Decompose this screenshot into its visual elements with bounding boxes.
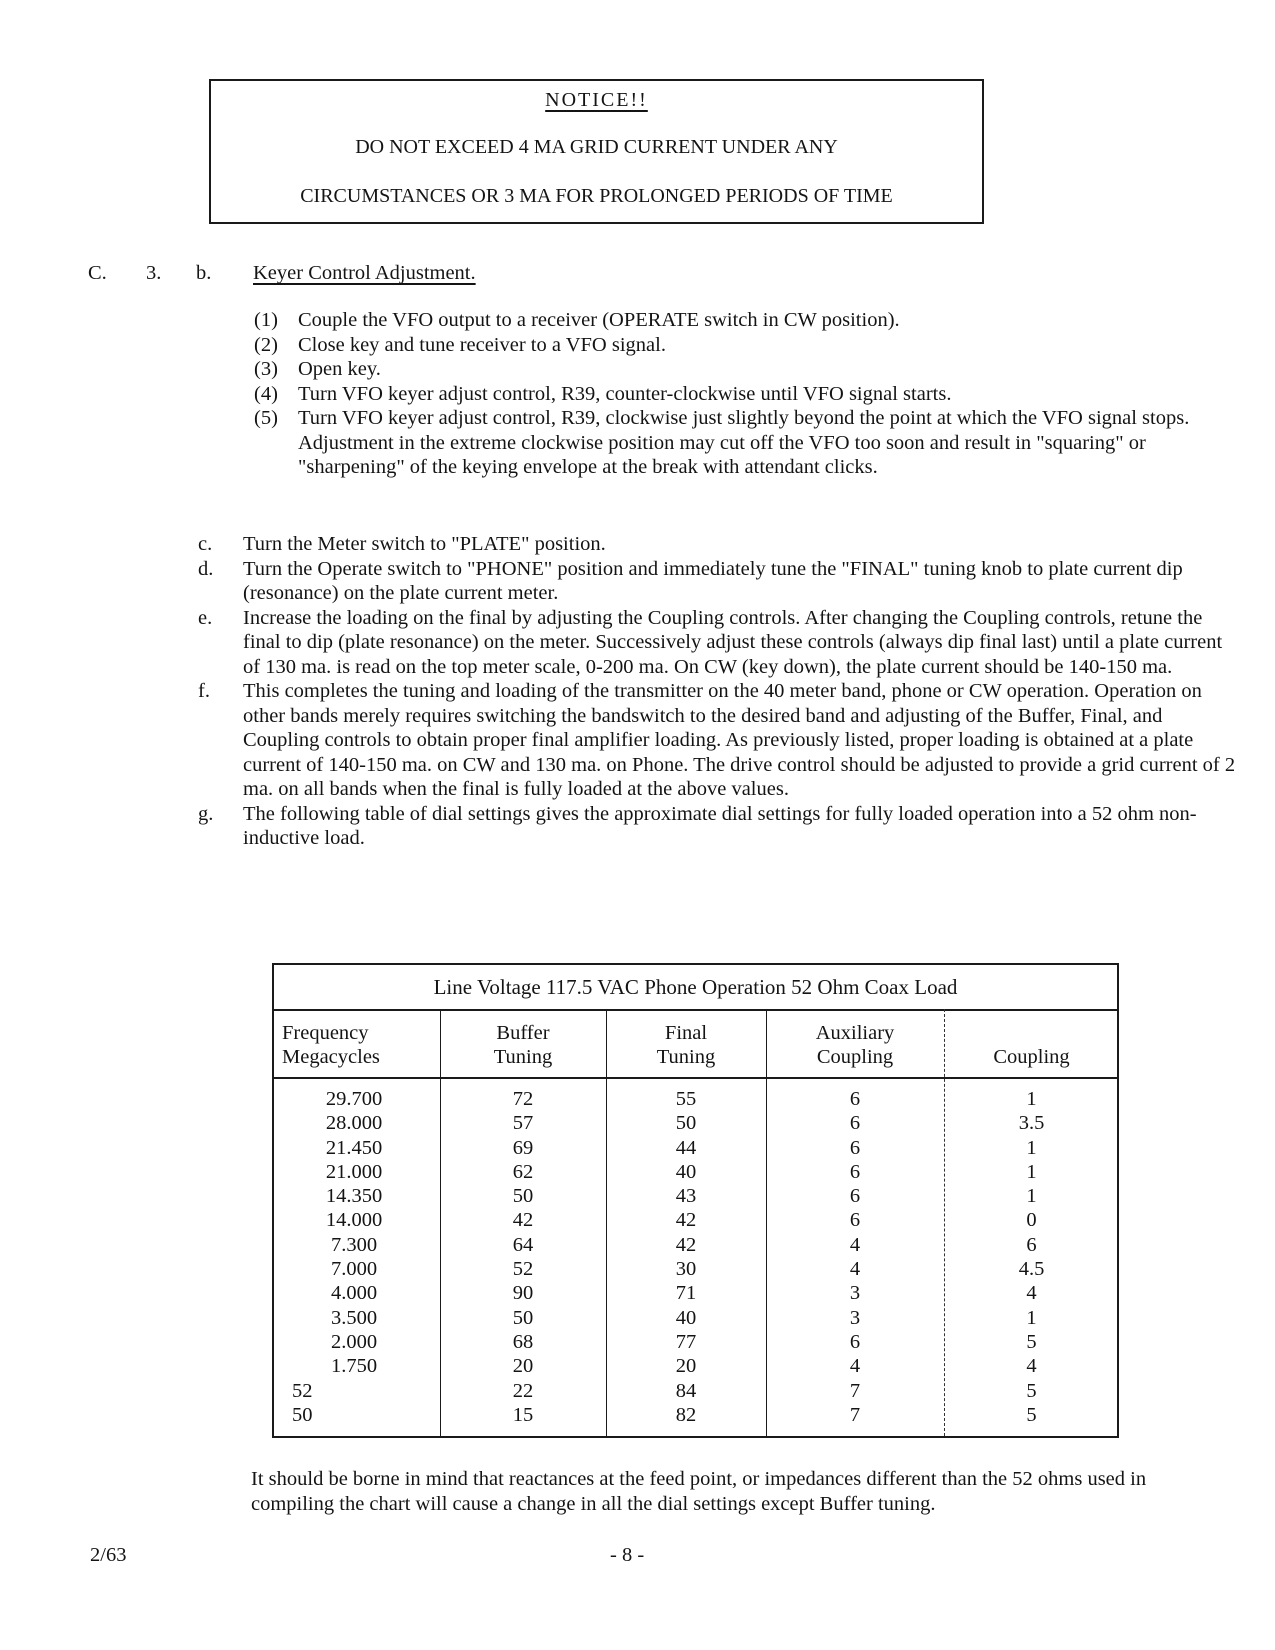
table-cell: 3: [849, 1282, 861, 1305]
table-cell: 6: [849, 1209, 861, 1232]
table-row: [274, 1087, 1117, 1111]
table-cell: 20: [512, 1355, 534, 1378]
table-cell: 43: [675, 1185, 697, 1208]
page-number: - 8 -: [610, 1544, 645, 1566]
table-cell: 72: [512, 1088, 534, 1110]
step-number: (3): [254, 358, 278, 380]
header-line: Megacycles: [282, 1046, 380, 1068]
table-cell: 4: [849, 1355, 861, 1378]
table-cell: 52: [512, 1258, 534, 1281]
item-letter: f.: [198, 680, 210, 702]
header-line: Tuning: [656, 1046, 716, 1068]
table-cell: 42: [512, 1209, 534, 1232]
table-cell: 7: [849, 1403, 861, 1426]
table-cell: 42: [675, 1209, 697, 1232]
table-cell: 14.350: [325, 1185, 383, 1208]
list-item: [198, 606, 1238, 680]
table-row: [274, 1330, 1117, 1354]
table-cell: 50: [292, 1403, 313, 1426]
header-line: Coupling: [816, 1046, 894, 1068]
item-text: This completes the tuning and loading of the transmitter on the 40 meter band, phone or CW operation. Operation on other bands merely requires switching the bandswitch to the desired band and adjusting of the Buffer, Final, and Coupling controls to obtain proper final amplifier loading. As previously listed, proper loading is obtained at a plate current of 140-150 ma. on CW and 130 ma. on Phone. The drive control should be adjusted to provide a grid current of 2 ma. on all bands when the final is fully loaded at the above values.: [243, 680, 1236, 800]
table-cell: 4.5: [1018, 1258, 1045, 1281]
header-line: Coupling: [993, 1046, 1070, 1068]
table-cell: 4: [1026, 1355, 1037, 1378]
table-row: [274, 1160, 1117, 1184]
step-text: Turn VFO keyer adjust control, R39, counter-clockwise until VFO signal starts.: [298, 382, 952, 405]
table-cell: 15: [512, 1403, 534, 1426]
item-letter: e.: [198, 606, 213, 629]
step-text: Close key and tune receiver to a VFO signal.: [298, 333, 666, 356]
table-cell: 69: [512, 1136, 534, 1159]
table-cell: 64: [512, 1233, 534, 1256]
table-body: [274, 1087, 1117, 1427]
list-item: [254, 382, 1214, 407]
list-item: [254, 308, 1214, 333]
table-cell: 6: [849, 1136, 861, 1159]
table-row: [274, 1111, 1117, 1135]
table-cell: 82: [675, 1403, 697, 1426]
table-cell: 71: [675, 1282, 697, 1305]
step-number: (1): [254, 309, 278, 331]
table-cell: 84: [675, 1379, 697, 1402]
notice-title-text: NOTICE!!: [545, 89, 648, 111]
table-cell: 1: [1026, 1185, 1037, 1208]
table-cell: 7: [849, 1379, 861, 1402]
step-number: (2): [254, 333, 278, 356]
step-number: (5): [254, 407, 278, 429]
column-header: [606, 1021, 766, 1069]
procedure-items-list: [198, 532, 1238, 851]
table-cell: 57: [512, 1112, 534, 1135]
table-cell: 40: [675, 1160, 697, 1183]
list-item: [254, 333, 1214, 358]
table-cell: 44: [675, 1136, 697, 1159]
header-line: Buffer: [496, 1022, 550, 1044]
table-cell: 21.450: [325, 1136, 383, 1159]
table-row: [274, 1233, 1117, 1257]
table-row: [274, 1403, 1117, 1427]
section-letter: b.: [196, 262, 212, 284]
table-cell: 5: [1026, 1330, 1037, 1353]
table-cell: 3.500: [330, 1306, 378, 1329]
table-row: [274, 1281, 1117, 1305]
list-item: [198, 532, 1238, 557]
table-cell: 42: [675, 1233, 697, 1256]
notice-line-1: DO NOT EXCEED 4 MA GRID CURRENT UNDER ANY: [355, 136, 838, 158]
table-cell: 1: [1026, 1306, 1037, 1329]
table-cell: 90: [512, 1282, 534, 1305]
header-line: Tuning: [493, 1046, 553, 1068]
footer-date: 2/63: [90, 1544, 127, 1566]
table-cell: 62: [512, 1160, 534, 1183]
step-text: Open key.: [298, 358, 381, 380]
table-row: [274, 1136, 1117, 1160]
table-cell: 77: [675, 1330, 697, 1353]
table-cell: 52: [292, 1379, 313, 1402]
table-cell: 30: [675, 1258, 697, 1281]
table-cell: 7.300: [330, 1233, 378, 1256]
table-cell: 5: [1026, 1379, 1037, 1402]
step-text: Turn VFO keyer adjust control, R39, clockwise just slightly beyond the point at which the VFO signal stops. Adjustment in the extreme clockwise position may cut off the VFO too soon and result in "squaring" or "sharpening" of the keying envelope at the break with attendant clicks.: [298, 407, 1190, 478]
table-cell: 50: [675, 1112, 697, 1135]
list-item: [198, 802, 1238, 851]
item-letter: d.: [198, 557, 214, 580]
table-cell: 1: [1026, 1088, 1037, 1110]
list-item: [254, 357, 1214, 382]
step-number: (4): [254, 382, 278, 405]
table-cell: 7.000: [330, 1258, 378, 1281]
header-line: Frequency: [282, 1022, 369, 1044]
table-cell: 3.5: [1018, 1112, 1045, 1135]
table-row: [274, 1208, 1117, 1232]
item-text: Increase the loading on the final by adjusting the Coupling controls. After changing the Coupling controls, retune the final to dip (plate resonance) on the meter. Successively adjust these controls (always dip final last) until a plate current of 130 ma. is read on the top meter scale, 0-200 ma. On CW (key down), the plate current should be 140-150 ma.: [243, 606, 1223, 678]
item-text: The following table of dial settings gives the approximate dial settings for fully loaded operation into a 52 ohm non-inductive load.: [243, 802, 1197, 849]
closing-paragraph: It should be borne in mind that reactances at the feed point, or impedances different than the 52 ohms used in compiling the chart will cause a change in all the dial settings except Buffer tuning.: [251, 1468, 1147, 1515]
list-item: [198, 557, 1238, 606]
table-row: [274, 1306, 1117, 1330]
section-part: C.: [88, 262, 107, 284]
table-row: [274, 1379, 1117, 1403]
column-header: [944, 1021, 1119, 1069]
table-cell: 3: [849, 1306, 861, 1329]
table-cell: 0: [1026, 1209, 1037, 1232]
notice-title: [211, 89, 982, 112]
table-row: [274, 1354, 1117, 1378]
notice-line-2: CIRCUMSTANCES OR 3 MA FOR PROLONGED PERIODS OF TIME: [300, 185, 893, 207]
table-cell: 4.000: [330, 1282, 378, 1305]
table-row: [274, 1184, 1117, 1208]
item-text: Turn the Meter switch to "PLATE" position.: [243, 533, 606, 555]
table-cell: 20: [675, 1355, 697, 1378]
notice-box: [209, 79, 984, 224]
header-line: [944, 1021, 1119, 1045]
table-cell: 6: [849, 1088, 861, 1110]
dial-settings-table: [272, 963, 1119, 1438]
table-cell: 14.000: [325, 1209, 383, 1232]
table-cell: 2.000: [330, 1330, 378, 1353]
table-cell: 28.000: [325, 1112, 383, 1135]
table-cell: 68: [512, 1330, 534, 1353]
step-text: Couple the VFO output to a receiver (OPERATE switch in CW position).: [298, 309, 900, 331]
table-caption: Line Voltage 117.5 VAC Phone Operation 52 Ohm Coax Load: [274, 965, 1117, 1011]
table-cell: 21.000: [325, 1160, 383, 1183]
table-cell: 4: [1026, 1282, 1037, 1305]
table-cell: 50: [512, 1306, 534, 1329]
item-letter: g.: [198, 802, 214, 825]
table-row: [274, 1257, 1117, 1281]
table-cell: 6: [849, 1160, 861, 1183]
table-cell: 40: [675, 1306, 697, 1329]
column-header: [766, 1021, 944, 1069]
table-cell: 4: [849, 1258, 861, 1281]
header-line: Final: [664, 1022, 708, 1044]
table-cell: 1: [1026, 1160, 1037, 1183]
keyer-steps-list: [254, 308, 1214, 480]
column-header: [282, 1021, 437, 1069]
table-cell: 1: [1026, 1136, 1037, 1159]
table-cell: 1.750: [330, 1355, 378, 1378]
table-cell: 6: [1026, 1233, 1037, 1256]
column-header: [440, 1021, 606, 1069]
table-cell: 22: [512, 1379, 534, 1402]
table-cell: 6: [849, 1330, 861, 1353]
table-cell: 29.700: [325, 1088, 383, 1110]
item-letter: c.: [198, 533, 213, 555]
header-line: Auxiliary: [815, 1022, 895, 1044]
table-cell: 6: [849, 1185, 861, 1208]
item-text: Turn the Operate switch to "PHONE" position and immediately tune the "FINAL" tuning knob to plate current dip (resonance) on the plate current meter.: [243, 557, 1183, 604]
list-item: [198, 679, 1238, 802]
table-cell: 4: [849, 1233, 861, 1256]
section-title: Keyer Control Adjustment.: [253, 262, 476, 284]
table-cell: 5: [1026, 1403, 1037, 1426]
table-cell: 50: [512, 1185, 534, 1208]
table-cell: 6: [849, 1112, 861, 1135]
section-number: 3.: [146, 262, 162, 284]
table-cell: 55: [675, 1088, 697, 1110]
table-header-row: [274, 1011, 1117, 1079]
list-item: [254, 406, 1214, 480]
